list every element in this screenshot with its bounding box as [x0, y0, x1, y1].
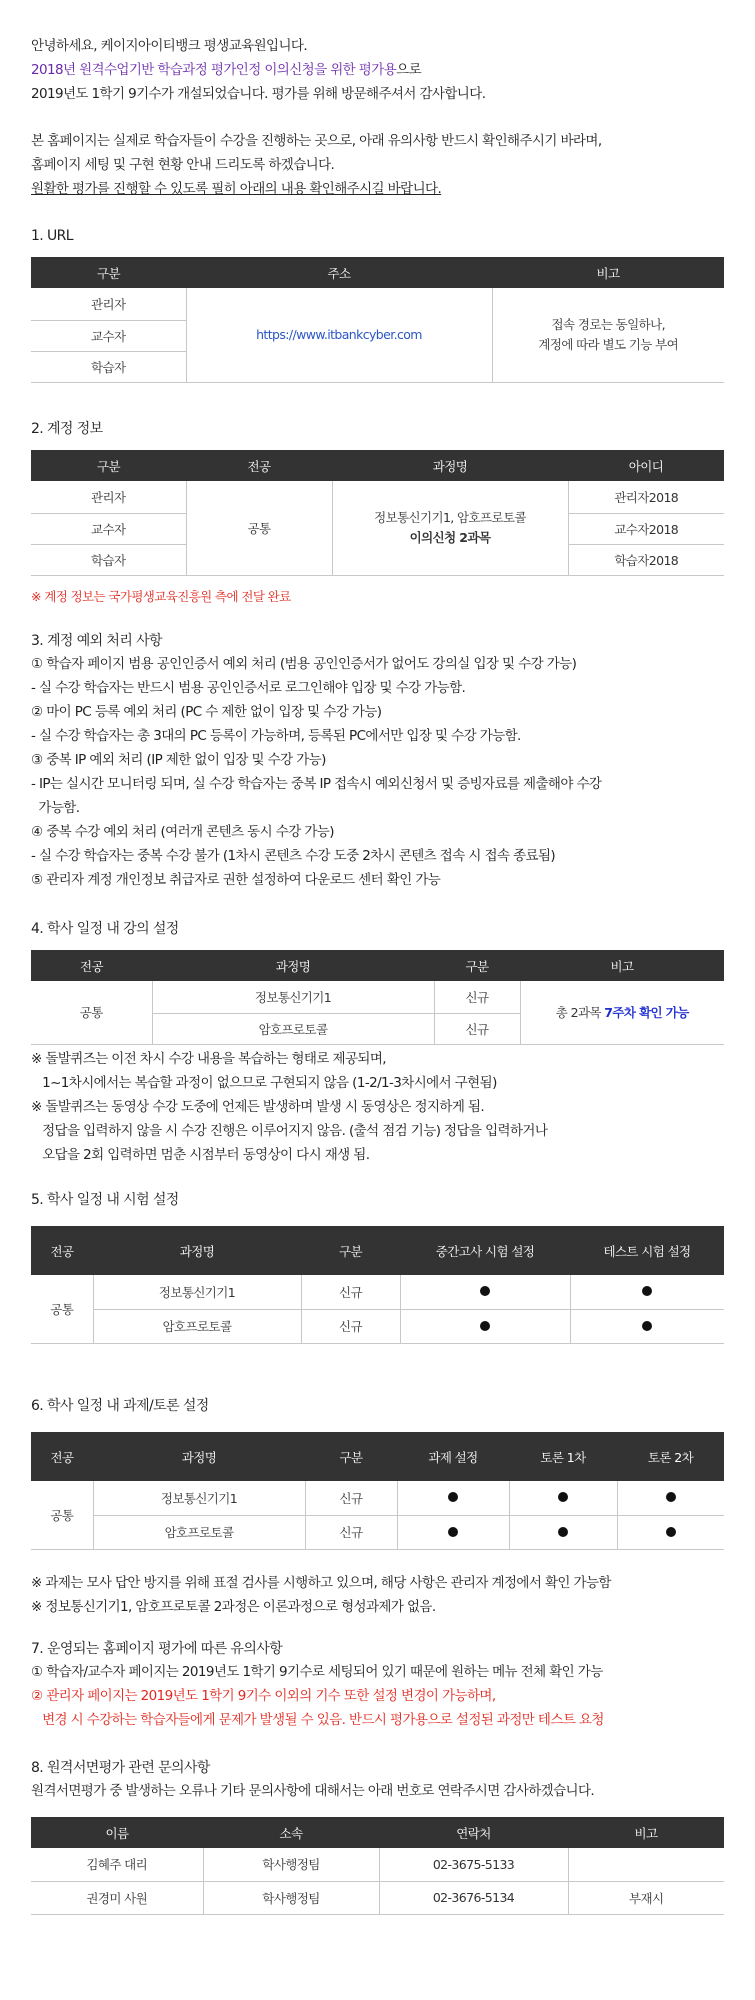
assign-type: 신규 — [305, 1481, 397, 1515]
assign-major: 공통 — [31, 1481, 93, 1549]
lecture-note-highlight: 7주차 확인 가능 — [604, 1005, 689, 1021]
url-table — [31, 257, 724, 383]
account-course-count: 이의신청 2과목 — [409, 529, 491, 545]
lecture-type: 신규 — [434, 1013, 520, 1044]
check-dot-icon — [448, 1527, 458, 1537]
exam-header-major: 전공 — [31, 1226, 93, 1275]
exam-midterm-set — [400, 1309, 570, 1343]
account-header-id: 아이디 — [568, 450, 724, 481]
quiz-notes — [31, 1047, 547, 1167]
url-cell — [186, 288, 492, 382]
assign-task-set — [397, 1481, 509, 1515]
assign-header-type: 구분 — [305, 1432, 397, 1481]
exam-table — [31, 1226, 724, 1344]
exception-line: 가능함. — [31, 800, 80, 816]
account-row-admin: 관리자 — [31, 481, 186, 513]
assign-course: 정보통신기기1 — [93, 1481, 305, 1515]
intro-purpose: 2018년 원격수업기반 학습과정 평가인정 이의신청을 위한 평가용으로 — [31, 62, 422, 78]
exam-test-set — [570, 1275, 724, 1309]
account-header-course: 과정명 — [332, 450, 568, 481]
check-dot-icon — [666, 1527, 676, 1537]
lecture-course: 암호프로토콜 — [152, 1013, 434, 1044]
account-course-names: 정보통신기기1, 암호프로토콜 — [374, 509, 526, 525]
contact-dept: 학사행정팀 — [203, 1881, 379, 1914]
quiz-note-line: 오답을 2회 입력하면 멈춘 시점부터 동영상이 다시 재생 됨. — [31, 1147, 370, 1163]
url-note-line-2: 계정에 따라 별도 기능 부여 — [538, 336, 679, 352]
intro-notice-1: 본 홈페이지는 실제로 학습자들이 수강을 진행하는 곳으로, 아래 유의사항 반드시 확인해주시기 바라며, — [31, 133, 602, 149]
assign-discussion-2-set — [617, 1515, 724, 1549]
section-7-title: 7. 운영되는 홈페이지 평가에 따른 유의사항 — [31, 1641, 283, 1657]
assign-discussion-2-set — [617, 1481, 724, 1515]
account-table — [31, 450, 724, 576]
exception-line: ③ 중복 IP 예외 처리 (IP 제한 없이 입장 및 수강 가능) — [31, 752, 326, 768]
section-8-title: 8. 원격서면평가 관련 문의사항 — [31, 1760, 210, 1776]
section-3-title: 3. 계정 예외 처리 사항 — [31, 633, 162, 649]
quiz-note-line: ※ 돌발퀴즈는 동영상 수강 도중에 언제든 발생하며 발생 시 동영상은 정지하게 됨. — [31, 1099, 485, 1115]
exception-line: - IP는 실시간 모니터링 되며, 실 수강 학습자는 중복 IP 접속시 예외신청서 및 증빙자료를 제출해야 수강 — [31, 776, 602, 792]
intro-notice-2: 홈페이지 세팅 및 구현 현황 안내 드리도록 하겠습니다. — [31, 157, 335, 173]
exception-line: ② 마이 PC 등록 예외 처리 (PC 수 제한 없이 입장 및 수강 가능) — [31, 704, 382, 720]
intro-notice-3: 원활한 평가를 진행할 수 있도록 필히 아래의 내용 확인해주시길 바랍니다. — [31, 181, 442, 197]
check-dot-icon — [558, 1492, 568, 1502]
operation-note-1: ① 학습자/교수자 페이지는 2019년도 1학기 9기수로 세팅되어 있기 때문에 원하는 메뉴 전체 확인 가능 — [31, 1664, 603, 1680]
lecture-note: 총 2과목 7주차 확인 가능 — [520, 981, 724, 1044]
account-note: ※ 계정 정보는 국가평생교육진흥원 측에 전달 완료 — [31, 589, 291, 604]
section-4-title: 4. 학사 일정 내 강의 설정 — [31, 921, 179, 937]
url-header-note: 비고 — [492, 257, 724, 288]
contact-header-name: 이름 — [31, 1817, 203, 1848]
intro-purpose-highlight: 2018년 원격수업기반 학습과정 평가인정 이의신청을 위한 평가용 — [31, 62, 397, 78]
contact-name: 김혜주 대리 — [31, 1848, 203, 1881]
intro-greeting: 안녕하세요, 케이지아이티뱅크 평생교육원입니다. — [31, 38, 308, 54]
exception-line: - 실 수강 학습자는 반드시 범용 공인인증서로 로그인해야 입장 및 수강 가능함. — [31, 680, 466, 696]
url-header-type: 구분 — [31, 257, 186, 288]
url-note-line-1: 접속 경로는 동일하나, — [551, 316, 665, 332]
contact-dept: 학사행정팀 — [203, 1848, 379, 1881]
url-note-cell — [492, 288, 724, 382]
exam-midterm-set — [400, 1275, 570, 1309]
assign-discussion-1-set — [509, 1515, 617, 1549]
intro-opening: 2019년도 1학기 9기수가 개설되었습니다. 평가를 위해 방문해주셔서 감사합니다. — [31, 86, 486, 102]
check-dot-icon — [666, 1492, 676, 1502]
contact-phone: 02-3675-5133 — [379, 1848, 568, 1881]
check-dot-icon — [642, 1321, 652, 1331]
account-row-learner: 학습자 — [31, 544, 186, 575]
contact-header-phone: 연락처 — [379, 1817, 568, 1848]
account-id-admin: 관리자2018 — [568, 481, 724, 513]
exam-test-set — [570, 1309, 724, 1343]
assign-course: 암호프로토콜 — [93, 1515, 305, 1549]
exam-header-course: 과정명 — [93, 1226, 301, 1275]
assign-header-course: 과정명 — [93, 1432, 305, 1481]
contact-name: 권경미 사원 — [31, 1881, 203, 1914]
quiz-note-line: ※ 돌발퀴즈는 이전 차시 수강 내용을 복습하는 형태로 제공되며, — [31, 1051, 386, 1067]
account-header-major: 전공 — [186, 450, 332, 481]
exception-line: - 실 수강 학습자는 총 3대의 PC 등록이 가능하며, 등록된 PC에서만 입장 및 수강 가능함. — [31, 728, 521, 744]
contact-note: 부재시 — [568, 1881, 724, 1914]
lecture-header-note: 비고 — [520, 950, 724, 981]
assign-header-task: 과제 설정 — [397, 1432, 509, 1481]
url-row-admin: 관리자 — [31, 288, 186, 320]
assign-type: 신규 — [305, 1515, 397, 1549]
assign-header-discussion-1: 토론 1차 — [509, 1432, 617, 1481]
assign-task-set — [397, 1515, 509, 1549]
section-2-title: 2. 계정 정보 — [31, 421, 103, 437]
lecture-header-major: 전공 — [31, 950, 152, 981]
exam-header-type: 구분 — [301, 1226, 400, 1275]
exam-type: 신규 — [301, 1275, 400, 1309]
assign-header-major: 전공 — [31, 1432, 93, 1481]
exception-line: ⑤ 관리자 계정 개인정보 취급자로 권한 설정하여 다운로드 센터 확인 가능 — [31, 872, 441, 888]
assignment-note-line: ※ 과제는 모사 답안 방지를 위해 표절 검사를 시행하고 있으며, 해당 사항은 관리자 계정에서 확인 가능함 — [31, 1575, 611, 1591]
url-row-learner: 학습자 — [31, 351, 186, 382]
contact-header-dept: 소속 — [203, 1817, 379, 1848]
assignment-note-line: ※ 정보통신기기1, 암호프로토콜 2과정은 이론과정으로 형성과제가 없음. — [31, 1599, 436, 1615]
exception-line: ④ 중복 수강 예외 처리 (여러개 콘텐츠 동시 수강 가능) — [31, 824, 334, 840]
contact-table — [31, 1817, 724, 1915]
intro — [31, 34, 602, 201]
section-1-title: 1. URL — [31, 228, 73, 244]
check-dot-icon — [448, 1492, 458, 1502]
lecture-major: 공통 — [31, 981, 152, 1044]
table-row — [31, 1848, 724, 1881]
contact-description: 원격서면평가 중 발생하는 오류나 기타 문의사항에 대해서는 아래 번호로 연락주시면 감사하겠습니다. — [31, 1783, 595, 1799]
lecture-header-type: 구분 — [434, 950, 520, 981]
account-header-type: 구분 — [31, 450, 186, 481]
exam-major: 공통 — [31, 1275, 93, 1343]
lecture-type: 신규 — [434, 981, 520, 1013]
operation-note-2: ② 관리자 페이지는 2019년도 1학기 9기수 이외의 기수 또한 설정 변경이 가능하며, — [31, 1688, 496, 1704]
contact-note — [568, 1848, 724, 1881]
account-row-professor: 교수자 — [31, 513, 186, 544]
exam-course: 암호프로토콜 — [93, 1309, 301, 1343]
exception-line: - 실 수강 학습자는 중복 수강 불가 (1차시 콘텐츠 수강 도중 2차시 콘텐츠 접속 시 접속 종료됨) — [31, 848, 556, 864]
exception-list — [31, 652, 601, 892]
url-header-address: 주소 — [186, 257, 492, 288]
lecture-course: 정보통신기기1 — [152, 981, 434, 1013]
contact-header-note: 비고 — [568, 1817, 724, 1848]
exam-header-test: 테스트 시험 설정 — [570, 1226, 724, 1275]
quiz-note-line: 정답을 입력하지 않을 시 수강 진행은 이루어지지 않음. (출석 점검 기능) 정답을 입력하거나 — [31, 1123, 548, 1139]
check-dot-icon — [642, 1286, 652, 1296]
assignment-notes — [31, 1571, 611, 1619]
contact-phone: 02-3676-5134 — [379, 1881, 568, 1914]
exception-line: ① 학습자 페이지 범용 공인인증서 예외 처리 (범용 공인인증서가 없어도 강의실 입장 및 수강 가능) — [31, 656, 577, 672]
account-id-learner: 학습자2018 — [568, 544, 724, 575]
assign-discussion-1-set — [509, 1481, 617, 1515]
operation-notes — [31, 1660, 604, 1732]
lecture-table — [31, 950, 724, 1045]
site-url-link[interactable]: https://www.itbankcyber.com — [256, 327, 422, 343]
operation-note-3: 변경 시 수강하는 학습자들에게 문제가 발생될 수 있음. 반드시 평가용으로 설정된 과정만 테스트 요청 — [31, 1712, 604, 1728]
exam-type: 신규 — [301, 1309, 400, 1343]
table-row — [31, 1881, 724, 1914]
assignment-table — [31, 1432, 724, 1550]
check-dot-icon — [480, 1321, 490, 1331]
quiz-note-line: 1~1차시에서는 복습할 과정이 없으므로 구현되지 않음 (1-2/1-3차시에서 구현됨) — [31, 1075, 497, 1091]
section-5-title: 5. 학사 일정 내 시험 설정 — [31, 1192, 179, 1208]
check-dot-icon — [558, 1527, 568, 1537]
account-course — [332, 481, 568, 575]
account-major: 공통 — [186, 481, 332, 575]
lecture-header-course: 과정명 — [152, 950, 434, 981]
account-id-professor: 교수자2018 — [568, 513, 724, 544]
exam-course: 정보통신기기1 — [93, 1275, 301, 1309]
section-6-title: 6. 학사 일정 내 과제/토론 설정 — [31, 1398, 209, 1414]
exam-header-midterm: 중간고사 시험 설정 — [400, 1226, 570, 1275]
url-row-professor: 교수자 — [31, 320, 186, 351]
assign-header-discussion-2: 토론 2차 — [617, 1432, 724, 1481]
check-dot-icon — [480, 1286, 490, 1296]
